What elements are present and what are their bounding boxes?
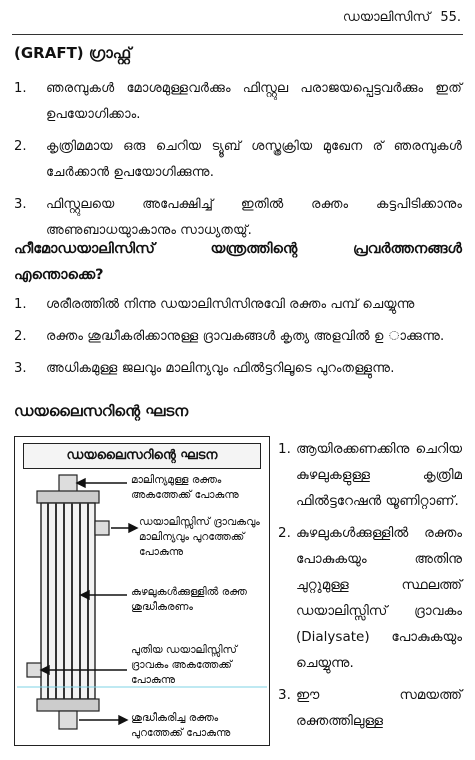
arrow-head [129,524,137,532]
dialyzer-diagram [14,436,270,746]
item-text: അധികമുള്ള ജലവും മാലിന്യവും ഫിൽട്ടറിലൂടെ പുറംതള്ളുന്നു. [46,361,395,376]
item-text: ഈ സമയത്ത് രക്തത്തിലുള്ള [296,687,462,729]
running-header [343,10,461,25]
bottom-header-cap [37,699,99,711]
arrow-head [119,716,127,724]
header-rule [12,34,463,35]
item-text: ഞരമ്പുകൾ മോശമുള്ളവർക്കും ഫിസ്റ്റുല പരാജയപ്പെട്ടവർക്കും ഇത് ഉപയോഗിക്കാം. [46,81,462,122]
item-number: 1. [14,81,27,96]
list-item [14,292,462,318]
dialysate-outlet-port [95,521,109,535]
item-text: ശരീരത്തിൽ നിന്നു ഡയാലിസിസിനുവേി രക്തം പമ്പ് ചെയ്യുന്നു [46,297,415,312]
list-item [14,356,462,382]
item-text: രക്തം ശുദ്ധീകരിക്കാനുള്ള ദ്രാവകങ്ങൾ കൃത്യ അളവിൽ ഉ ാക്കുന്നു. [46,329,445,344]
top-header-cap [37,491,99,503]
graft-list [14,76,462,250]
heading-word: പ്രവർത്തനങ്ങൾ [352,241,462,257]
label-blood-in: മാലിന്യമുള്ള രക്തം അകത്തേക്ക് പോകുന്നു [131,474,239,501]
dialyzer-structure-heading: ഡയലൈസറിന്റെ ഘടന [14,402,189,420]
diagram-title: ഡയലൈസറിന്റെ ഘടന [23,443,261,469]
list-item [278,520,462,676]
item-number: 3. [278,687,291,703]
item-text: കൃത്രിമമായ ഒരു ചെറിയ ട്യൂബ് ശസ്ത്രക്രിയ മുഖേന ര് ഞരമ്പുകൾ ചേർക്കാൻ ഉപയോഗിക്കുന്നു. [46,139,462,180]
item-number: 1. [14,297,27,312]
item-number: 2. [14,329,27,344]
label-blood-out: ശുദ്ധീകരിച്ച രക്തം പുറത്തേക്ക് പോകുന്നു [131,712,231,739]
item-number: 3. [14,197,27,212]
list-item [14,324,462,350]
dialysate-inlet-port [27,663,41,677]
arrow-head [77,479,85,487]
blood-inlet-port [59,475,77,493]
machine-functions-list [14,292,462,388]
heading-line-2: എന്തൊക്കെ? [14,267,104,283]
item-number: 1. [278,441,291,457]
label-dialysate-in: പുതിയ ഡയാലിസ്സിസ് ദ്രാവകം അകത്തേക്ക് പോകുന്നു [131,644,237,686]
item-text: കുഴലുകൾക്കുള്ളിൽ രക്തം പോകുകയും അതിനു ചുറ്റുമുള്ള സ്ഥലത്ത് ഡയാലിസ്സിസ് ദ്രാവകം (Dialysate) പോകുകയും ചെയ്യുന്നു. [296,525,462,671]
item-number: 2. [278,525,291,541]
label-purification: കുഴലുകൾക്കുള്ളിൽ രക്ത ശുദ്ധീകരണം [131,586,247,613]
dialyzer-description-list [278,436,462,740]
item-text: ഫിസ്റ്റുലയെ അപേക്ഷിച്ച് ഇതിൽ രക്തം കട്ടപിടിക്കാനും അണുബാധയുാകാനും സാധ്യതയു്. [46,197,462,238]
header-title: ഡയാലിസിസ് [342,10,431,25]
item-number: 3. [14,361,27,376]
item-number: 2. [14,139,27,154]
list-item [278,682,462,734]
heading-word: യന്ത്രത്തിന്റെ [210,241,298,257]
list-item [14,134,462,186]
graft-heading: (GRAFT) ഗ്രാഫ്റ്റ് [14,44,132,62]
page-number: 55. [440,10,461,25]
heading-word: ഹീമോഡയാലിസിസ് [14,241,155,257]
blood-outlet-port [59,711,77,729]
machine-functions-heading [14,236,462,288]
item-text: ആയിരക്കണക്കിനു ചെറിയ കുഴലുകളുള്ള കൃത്രിമ ഫിൽട്ടറേഷൻ യൂണിറ്റാണ്. [296,441,462,509]
list-item [278,436,462,514]
label-dialysate-out: ഡയാലിസ്സിസ് ദ്രാവകവും മാലിന്യവും പുറത്തേക്ക് പോകുന്നു [139,516,260,558]
list-item [14,76,462,128]
